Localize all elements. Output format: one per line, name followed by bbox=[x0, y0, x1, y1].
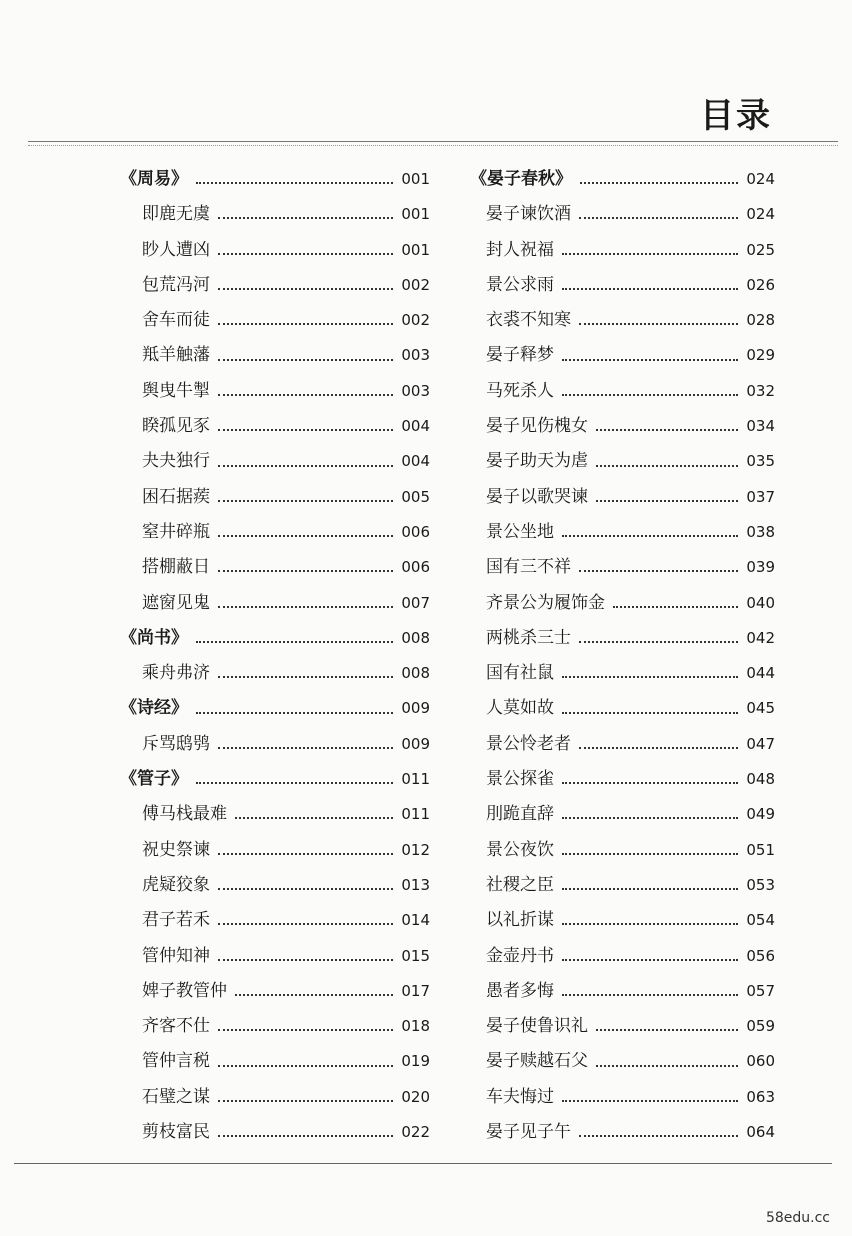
toc-entry[interactable] bbox=[470, 303, 775, 338]
toc-entry-title: 包荒冯河 bbox=[142, 274, 210, 295]
dot-leader bbox=[196, 781, 393, 784]
toc-entry-title: 婢子教管仲 bbox=[142, 980, 227, 1001]
toc-entry[interactable] bbox=[120, 903, 430, 938]
toc-entry-title: 石璧之谋 bbox=[142, 1086, 210, 1107]
toc-page-number: 051 bbox=[746, 840, 775, 859]
dot-leader bbox=[218, 287, 393, 290]
dot-leader bbox=[562, 393, 738, 396]
toc-entry[interactable] bbox=[470, 550, 775, 585]
dot-leader bbox=[218, 605, 393, 608]
toc-page-number: 057 bbox=[746, 981, 775, 1000]
toc-entry[interactable] bbox=[470, 197, 775, 232]
toc-entry-title: 晏子赎越石父 bbox=[486, 1051, 588, 1072]
dot-leader bbox=[562, 922, 738, 925]
toc-entry[interactable] bbox=[470, 409, 775, 444]
toc-page-number: 007 bbox=[401, 593, 430, 612]
toc-entry-title: 齐客不仕 bbox=[142, 1016, 210, 1037]
toc-page-number: 015 bbox=[401, 946, 430, 965]
toc-page-number: 026 bbox=[746, 275, 775, 294]
toc-entry[interactable] bbox=[470, 480, 775, 515]
toc-entry[interactable] bbox=[470, 727, 775, 762]
dot-leader bbox=[218, 499, 393, 502]
toc-entry-title: 景公夜饮 bbox=[486, 839, 554, 860]
toc-entry[interactable] bbox=[470, 1044, 775, 1079]
toc-entry[interactable] bbox=[120, 727, 430, 762]
toc-entry[interactable] bbox=[120, 1080, 430, 1115]
toc-page-number: 002 bbox=[401, 275, 430, 294]
toc-page-number: 019 bbox=[401, 1052, 430, 1071]
toc-page-number: 028 bbox=[746, 311, 775, 330]
toc-page-number: 035 bbox=[746, 452, 775, 471]
toc-entry-title: 人莫如故 bbox=[486, 698, 554, 719]
toc-page-number: 011 bbox=[401, 805, 430, 824]
toc-page-number: 008 bbox=[401, 628, 430, 647]
toc-entry-title: 《尚书》 bbox=[120, 627, 188, 648]
dot-leader bbox=[218, 569, 393, 572]
toc-page-number: 040 bbox=[746, 593, 775, 612]
dot-leader bbox=[562, 287, 738, 290]
toc-entry-title: 羝羊触藩 bbox=[142, 345, 210, 366]
dot-leader bbox=[562, 958, 738, 961]
dot-leader bbox=[218, 322, 393, 325]
toc-entry[interactable] bbox=[470, 444, 775, 479]
toc-page-number: 009 bbox=[401, 734, 430, 753]
dot-leader bbox=[596, 464, 738, 467]
dot-leader bbox=[218, 216, 393, 219]
dot-leader bbox=[218, 675, 393, 678]
toc-entry-title: 愚者多悔 bbox=[486, 980, 554, 1001]
toc-page-number: 003 bbox=[401, 346, 430, 365]
toc-entry-title: 管仲知神 bbox=[142, 945, 210, 966]
toc-entry-title: 景公探雀 bbox=[486, 769, 554, 790]
toc-page-number: 044 bbox=[746, 664, 775, 683]
toc-entry-title: 齐景公为履饰金 bbox=[486, 592, 605, 613]
toc-entry-title: 《诗经》 bbox=[120, 698, 188, 719]
toc-entry[interactable] bbox=[470, 797, 775, 832]
toc-entry-title: 《管子》 bbox=[120, 769, 188, 790]
top-rule bbox=[28, 141, 838, 142]
toc-page-number: 014 bbox=[401, 911, 430, 930]
toc-page-number: 053 bbox=[746, 875, 775, 894]
toc-page-number: 054 bbox=[746, 911, 775, 930]
toc-entry-title: 以礼折谋 bbox=[486, 910, 554, 931]
toc-entry[interactable] bbox=[120, 1044, 430, 1079]
toc-entry[interactable] bbox=[120, 197, 430, 232]
toc-entry-title: 舆曳牛掣 bbox=[142, 380, 210, 401]
dot-leader bbox=[218, 1028, 393, 1031]
dot-leader bbox=[218, 1064, 393, 1067]
toc-page-number: 017 bbox=[401, 981, 430, 1000]
toc-entry-title: 傅马栈最难 bbox=[142, 804, 227, 825]
toc-page-number: 038 bbox=[746, 522, 775, 541]
toc-entry-title: 晏子以歌哭谏 bbox=[486, 486, 588, 507]
toc-entry[interactable] bbox=[120, 1115, 430, 1150]
toc-section-heading[interactable] bbox=[470, 162, 775, 197]
toc-page-number: 047 bbox=[746, 734, 775, 753]
dot-leader bbox=[596, 428, 738, 431]
dot-leader bbox=[562, 852, 738, 855]
toc-section-heading[interactable] bbox=[120, 162, 430, 197]
page-title: 目录 bbox=[700, 96, 772, 136]
toc-page-number: 060 bbox=[746, 1052, 775, 1071]
toc-entry[interactable] bbox=[120, 338, 430, 373]
toc-entry-title: 晏子释梦 bbox=[486, 345, 554, 366]
toc-entry-title: 衣裘不知寒 bbox=[486, 310, 571, 331]
dot-leader bbox=[235, 816, 393, 819]
toc-entry-title: 《晏子春秋》 bbox=[470, 169, 572, 189]
toc-entry[interactable] bbox=[120, 550, 430, 585]
dot-leader bbox=[218, 887, 393, 890]
toc-entry[interactable] bbox=[470, 868, 775, 903]
toc-entry[interactable] bbox=[470, 1080, 775, 1115]
toc-page-number: 042 bbox=[746, 628, 775, 647]
dot-leader bbox=[218, 922, 393, 925]
bottom-rule bbox=[14, 1163, 832, 1164]
toc-page-number: 008 bbox=[401, 664, 430, 683]
dot-leader bbox=[218, 428, 393, 431]
toc-entry-title: 景公求雨 bbox=[486, 274, 554, 295]
toc-entry-title: 两桃杀三士 bbox=[486, 627, 571, 648]
toc-page-number: 004 bbox=[401, 452, 430, 471]
toc-entry[interactable] bbox=[470, 974, 775, 1009]
dot-leader bbox=[579, 746, 738, 749]
dot-leader bbox=[218, 393, 393, 396]
toc-entry[interactable] bbox=[470, 233, 775, 268]
toc-page-number: 025 bbox=[746, 240, 775, 259]
toc-entry-title: 《周易》 bbox=[120, 169, 188, 189]
toc-page-number: 064 bbox=[746, 1123, 775, 1142]
toc-entry-title: 景公坐地 bbox=[486, 521, 554, 542]
dot-leader bbox=[579, 569, 738, 572]
toc-entry-title: 眇人遭凶 bbox=[142, 239, 210, 260]
toc-section-heading[interactable] bbox=[120, 621, 430, 656]
toc-entry-title: 国有社鼠 bbox=[486, 663, 554, 684]
dot-leader bbox=[218, 252, 393, 255]
toc-entry-title: 舍车而徒 bbox=[142, 310, 210, 331]
toc-page-number: 037 bbox=[746, 487, 775, 506]
toc-page-number: 006 bbox=[401, 558, 430, 577]
toc-entry[interactable] bbox=[470, 939, 775, 974]
toc-entry-title: 景公怜老者 bbox=[486, 733, 571, 754]
toc-entry[interactable] bbox=[120, 303, 430, 338]
toc-page-number: 024 bbox=[746, 205, 775, 224]
dot-leader bbox=[562, 993, 738, 996]
dot-leader bbox=[562, 1099, 738, 1102]
toc-entry[interactable] bbox=[120, 797, 430, 832]
toc-entry[interactable] bbox=[470, 374, 775, 409]
toc-entry[interactable] bbox=[120, 515, 430, 550]
toc-page-number: 029 bbox=[746, 346, 775, 365]
toc-entry[interactable] bbox=[470, 656, 775, 691]
toc-entry[interactable] bbox=[470, 515, 775, 550]
toc-page-number: 001 bbox=[401, 205, 430, 224]
toc-entry[interactable] bbox=[120, 480, 430, 515]
toc-entry[interactable] bbox=[120, 374, 430, 409]
toc-entry-title: 乘舟弗济 bbox=[142, 663, 210, 684]
toc-entry-title: 夬夬独行 bbox=[142, 451, 210, 472]
toc-entry[interactable] bbox=[120, 833, 430, 868]
toc-entry[interactable] bbox=[470, 1009, 775, 1044]
toc-entry-title: 剪枝富民 bbox=[142, 1122, 210, 1143]
toc-page-number: 004 bbox=[401, 417, 430, 436]
toc-left-column bbox=[120, 162, 430, 1150]
dot-leader bbox=[196, 640, 393, 643]
toc-entry[interactable] bbox=[120, 409, 430, 444]
toc-entry[interactable] bbox=[470, 1115, 775, 1150]
dot-leader bbox=[218, 534, 393, 537]
toc-page-number: 020 bbox=[401, 1087, 430, 1106]
toc-entry-title: 祝史祭谏 bbox=[142, 839, 210, 860]
dot-leader bbox=[218, 1134, 393, 1137]
dot-leader bbox=[218, 1099, 393, 1102]
dot-leader bbox=[562, 675, 738, 678]
dot-leader bbox=[235, 993, 393, 996]
toc-entry[interactable] bbox=[470, 586, 775, 621]
toc-entry-title: 遮窗见鬼 bbox=[142, 592, 210, 613]
toc-entry-title: 车夫悔过 bbox=[486, 1086, 554, 1107]
toc-entry[interactable] bbox=[120, 444, 430, 479]
toc-entry-title: 晏子使鲁识礼 bbox=[486, 1016, 588, 1037]
dot-leader bbox=[580, 181, 738, 184]
top-rule-dotted bbox=[28, 145, 838, 146]
toc-entry[interactable] bbox=[120, 1009, 430, 1044]
toc-entry-title: 金壶丹书 bbox=[486, 945, 554, 966]
toc-entry-title: 封人祝福 bbox=[486, 239, 554, 260]
toc-entry-title: 晏子谏饮酒 bbox=[486, 204, 571, 225]
toc-page-number: 022 bbox=[401, 1123, 430, 1142]
toc-page-number: 001 bbox=[401, 170, 430, 188]
dot-leader bbox=[218, 746, 393, 749]
toc-page-number: 045 bbox=[746, 699, 775, 718]
toc-entry[interactable] bbox=[120, 268, 430, 303]
toc-entry[interactable] bbox=[470, 338, 775, 373]
toc-entry-title: 晏子助天为虐 bbox=[486, 451, 588, 472]
toc-page-number: 012 bbox=[401, 840, 430, 859]
toc-entry-title: 社稷之臣 bbox=[486, 874, 554, 895]
toc-page-number: 018 bbox=[401, 1017, 430, 1036]
dot-leader bbox=[562, 816, 738, 819]
toc-entry[interactable] bbox=[120, 939, 430, 974]
dot-leader bbox=[196, 711, 393, 714]
toc-entry-title: 国有三不祥 bbox=[486, 557, 571, 578]
toc-entry-title: 搭棚蔽日 bbox=[142, 557, 210, 578]
toc-entry-title: 即鹿无虞 bbox=[142, 204, 210, 225]
toc-entry[interactable] bbox=[470, 762, 775, 797]
dot-leader bbox=[613, 605, 738, 608]
toc-page-number: 009 bbox=[401, 699, 430, 718]
toc-page-number: 024 bbox=[746, 170, 775, 188]
toc-entry-title: 困石据蒺 bbox=[142, 486, 210, 507]
dot-leader bbox=[579, 322, 738, 325]
dot-leader bbox=[562, 887, 738, 890]
toc-entry-title: 君子若禾 bbox=[142, 910, 210, 931]
toc-entry[interactable] bbox=[120, 656, 430, 691]
toc-entry-title: 马死杀人 bbox=[486, 380, 554, 401]
toc-entry[interactable] bbox=[120, 868, 430, 903]
dot-leader bbox=[562, 358, 738, 361]
toc-page-number: 034 bbox=[746, 417, 775, 436]
toc-page-number: 059 bbox=[746, 1017, 775, 1036]
dot-leader bbox=[596, 1028, 738, 1031]
dot-leader bbox=[562, 781, 738, 784]
dot-leader bbox=[596, 499, 738, 502]
toc-page-number: 063 bbox=[746, 1087, 775, 1106]
toc-page-number: 032 bbox=[746, 381, 775, 400]
toc-section-heading[interactable] bbox=[120, 762, 430, 797]
dot-leader bbox=[196, 181, 393, 184]
dot-leader bbox=[218, 358, 393, 361]
toc-page-number: 048 bbox=[746, 770, 775, 789]
dot-leader bbox=[562, 711, 738, 714]
toc-entry[interactable] bbox=[470, 621, 775, 656]
toc-entry-title: 刖跪直辞 bbox=[486, 804, 554, 825]
toc-entry[interactable] bbox=[120, 974, 430, 1009]
toc-entry[interactable] bbox=[120, 586, 430, 621]
toc-page-number: 005 bbox=[401, 487, 430, 506]
toc-page-number: 006 bbox=[401, 522, 430, 541]
dot-leader bbox=[562, 252, 738, 255]
toc-entry-title: 晏子见伤槐女 bbox=[486, 416, 588, 437]
toc-page-number: 039 bbox=[746, 558, 775, 577]
toc-right-column bbox=[470, 162, 775, 1150]
toc-entry[interactable] bbox=[120, 233, 430, 268]
dot-leader bbox=[562, 534, 738, 537]
dot-leader bbox=[579, 216, 738, 219]
toc-entry-title: 睽孤见豕 bbox=[142, 416, 210, 437]
toc-page-number: 011 bbox=[401, 770, 430, 789]
toc-entry-title: 晏子见子午 bbox=[486, 1122, 571, 1143]
toc-entry[interactable] bbox=[470, 691, 775, 726]
toc-page-number: 003 bbox=[401, 381, 430, 400]
toc-entry[interactable] bbox=[470, 268, 775, 303]
watermark: 58edu.cc bbox=[765, 1210, 830, 1226]
dot-leader bbox=[579, 1134, 738, 1137]
toc-entry-title: 窒井碎瓶 bbox=[142, 521, 210, 542]
dot-leader bbox=[218, 464, 393, 467]
dot-leader bbox=[596, 1064, 738, 1067]
toc-page-number: 056 bbox=[746, 946, 775, 965]
toc-page-number: 049 bbox=[746, 805, 775, 824]
toc-entry[interactable] bbox=[470, 833, 775, 868]
dot-leader bbox=[218, 852, 393, 855]
dot-leader bbox=[579, 640, 738, 643]
toc-entry-title: 斥骂鸱鸮 bbox=[142, 733, 210, 754]
toc-page-number: 001 bbox=[401, 240, 430, 259]
toc-entry-title: 虎疑狡象 bbox=[142, 874, 210, 895]
dot-leader bbox=[218, 958, 393, 961]
toc-section-heading[interactable] bbox=[120, 691, 430, 726]
toc-page-number: 013 bbox=[401, 875, 430, 894]
toc-entry-title: 管仲言税 bbox=[142, 1051, 210, 1072]
toc-page-number: 002 bbox=[401, 311, 430, 330]
toc-entry[interactable] bbox=[470, 903, 775, 938]
